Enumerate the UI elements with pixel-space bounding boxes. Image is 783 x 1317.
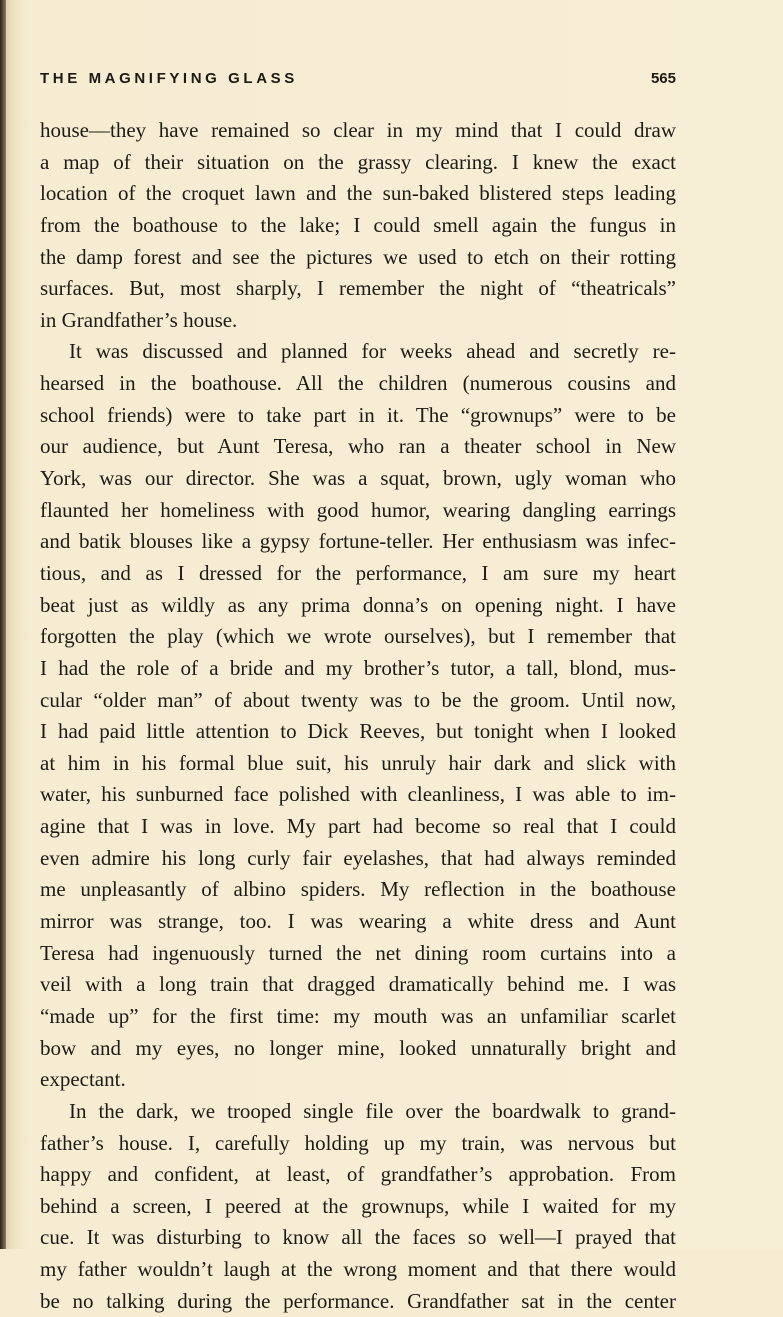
text-line: and batik blouses like a gypsy fortune-teller. Her enthusiasm was infec- [40, 529, 676, 554]
text-line: bow and my eyes, no longer mine, looked unnaturally bright and [40, 1035, 676, 1060]
text-line: surfaces. But, most sharply, I remember the night of “theatricals” [40, 276, 676, 301]
text-line: me unpleasantly of albino spiders. My reflection in the boathouse [40, 877, 676, 902]
text-line: Teresa had ingenuously turned the net dining room curtains into a [40, 940, 676, 965]
text-line: water, his sunburned face polished with cleanliness, I was able to im- [40, 782, 676, 807]
text-line: location of the croquet lawn and the sun-baked blistered steps leading [40, 181, 676, 206]
text-line: even admire his long curly fair eyelashes, that had always reminded [40, 845, 676, 870]
text-line: agine that I was in love. My part had become so real that I could [40, 814, 676, 839]
text-line: beat just as wildly as any prima donna’s on opening night. I have [40, 592, 676, 617]
text-line: be no talking during the performance. Grandfather sat in the center [40, 1288, 676, 1313]
text-line: in Grandfather’s house. [40, 307, 238, 332]
text-line: father’s house. I, carefully holding up my train, was nervous but [40, 1130, 676, 1155]
text-line: a map of their situation on the grassy clearing. I knew the exact [40, 149, 676, 174]
text-line: house—they have remained so clear in my mind that I could draw [40, 118, 676, 142]
text-line: my father wouldn’t laugh at the wrong moment and that there would [40, 1257, 676, 1282]
text-line: flaunted her homeliness with good humor, wearing dangling earrings [40, 497, 676, 522]
text-line: at him in his formal blue suit, his unruly hair dark and slick with [40, 750, 676, 775]
text-line: “made up” for the first time: my mouth was an unfamiliar scarlet [40, 1003, 676, 1028]
text-line: tious, and as I dressed for the performance, I am sure my heart [40, 560, 676, 585]
text-line: I had paid little attention to Dick Reeves, but tonight when I looked [40, 719, 676, 744]
text-line: from the boathouse to the lake; I could smell again the fungus in [40, 212, 676, 237]
text-line: the damp forest and see the pictures we used to etch on their rotting [40, 244, 676, 269]
text-line: cue. It was disturbing to know all the faces so well—I prayed that [40, 1225, 676, 1250]
text-line: happy and confident, at least, of grandfather’s approbation. From [40, 1162, 676, 1187]
text-line: In the dark, we trooped single file over the boardwalk to grand- [69, 1098, 676, 1123]
text-line: school friends) were to take part in it. The “grownups” were to be [40, 402, 676, 427]
text-line: York, was our director. She was a squat, brown, ugly woman who [40, 466, 676, 491]
page-number: 565 [650, 70, 676, 87]
book-spine-shadow [0, 0, 6, 1249]
text-line: I had the role of a bride and my brother’s tutor, a tall, blond, mus- [40, 655, 676, 680]
running-head [40, 70, 676, 94]
text-line: It was discussed and planned for weeks ahead and secretly re- [69, 339, 676, 364]
body-text [40, 115, 676, 1317]
text-line: forgotten the play (which we wrote ourselves), but I remember that [40, 624, 676, 649]
text-line: veil with a long train that dragged dramatically behind me. I was [40, 972, 676, 997]
text-line: cular “older man” of about twenty was to be the groom. Until now, [40, 687, 676, 712]
text-line: hearsed in the boathouse. All the children (numerous cousins and [40, 371, 676, 396]
text-line: mirror was strange, too. I was wearing a white dress and Aunt [40, 909, 676, 934]
text-line: our audience, but Aunt Teresa, who ran a theater school in New [40, 434, 676, 459]
text-line: expectant. [40, 1067, 126, 1092]
running-title: THE MAGNIFYING GLASS [40, 70, 298, 87]
text-line: behind a screen, I peered at the grownups, while I waited for my [40, 1193, 676, 1218]
